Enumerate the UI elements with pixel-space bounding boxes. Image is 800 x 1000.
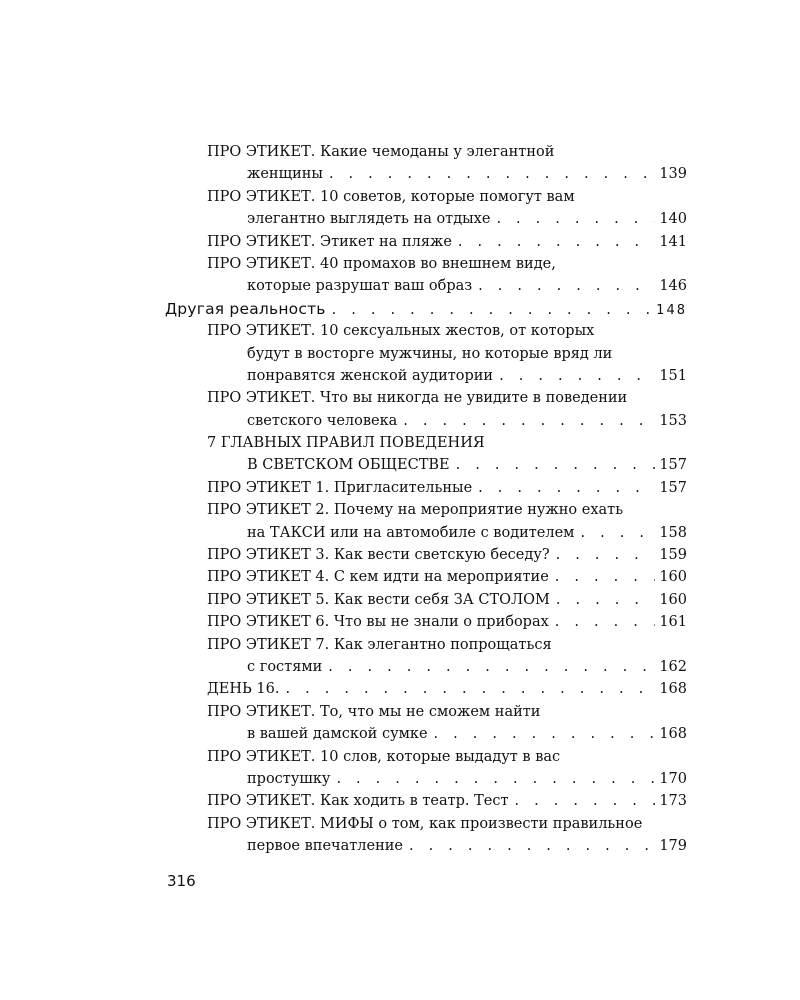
toc-line [165,746,687,768]
toc-line [165,723,687,745]
toc-line [165,656,687,678]
toc-entry-text: 7 ГЛАВНЫХ ПРАВИЛ ПОВЕДЕНИЯ [207,435,485,452]
toc-page-number: 139 [659,166,687,183]
toc-page-number: 140 [659,211,687,228]
dot-leader [409,835,655,857]
toc-entry-text: ПРО ЭТИКЕТ 4. С кем идти на мероприятие [207,569,549,586]
toc-line [165,365,687,387]
toc-page-number: 173 [659,793,687,810]
toc-entry-text: В СВЕТСКОМ ОБЩЕСТВЕ [247,457,450,474]
toc-page-number: 148 [656,302,687,318]
toc-entry-text: ПРО ЭТИКЕТ 5. Как вести себя ЗА СТОЛОМ [207,591,550,608]
dot-leader [580,522,655,544]
toc-page-number: 170 [659,770,687,787]
toc-entry-text: ПРО ЭТИКЕТ 2. Почему на мероприятие нужно ехать [207,502,624,519]
toc-page-number: 151 [659,367,687,384]
toc-line [165,387,687,409]
toc-line [165,186,687,208]
toc-line [165,231,687,253]
toc-page-number: 157 [659,457,687,474]
dot-leader [434,723,656,745]
toc-entry-text: ПРО ЭТИКЕТ 6. Что вы не знали о приборах [207,614,549,631]
toc-line [165,701,687,723]
toc-entry-text: ПРО ЭТИКЕТ. 10 слов, которые выдадут в вас [207,748,561,765]
toc-entry-text: женщины [247,166,323,183]
dot-leader [556,544,656,566]
dot-leader [478,477,655,499]
toc-entry-text: ПРО ЭТИКЕТ. Что вы никогда не увидите в поведении [207,390,628,407]
toc-line [165,477,687,499]
toc-page-number: 146 [659,278,687,295]
dot-leader [555,566,656,588]
toc-entry-text: ПРО ЭТИКЕТ 7. Как элегантно попрощаться [207,636,552,653]
dot-leader [328,656,655,678]
toc-line [165,208,687,230]
toc-page-number: 158 [659,524,687,541]
toc-entry-text: ПРО ЭТИКЕТ. 10 советов, которые помогут вам [207,188,575,205]
toc-line [165,768,687,790]
toc-page-number: 160 [659,591,687,608]
toc-page-number: 162 [659,658,687,675]
toc-line [165,410,687,432]
toc-section-line [165,298,687,320]
toc-entry-text: простушку [247,770,331,787]
toc-entry-text: с гостями [247,658,323,675]
dot-leader [556,589,655,611]
toc-page-number: 159 [659,547,687,564]
toc-page-number: 179 [659,838,687,855]
toc-line [165,343,687,365]
toc-line [165,163,687,185]
dot-leader [456,454,656,476]
toc-entry-text: которые разрушат ваш образ [247,278,473,295]
toc-entry-text: ПРО ЭТИКЕТ. То, что мы не сможем найти [207,703,541,720]
toc-entry-text: понравятся женской аудитории [247,367,494,384]
toc-entry-text: первое впечатление [247,838,403,855]
toc-line [165,634,687,656]
toc-section-title: Другая реальность [165,299,326,318]
toc-line [165,611,687,633]
toc-line [165,499,687,521]
toc-line [165,678,687,700]
toc-entry-text: элегантно выглядеть на отдыхе [247,211,491,228]
toc-entry-text: на ТАКСИ или на автомобиле с водителем [247,524,575,541]
toc-page-number: 153 [659,412,687,429]
toc-page-number: 161 [659,614,687,631]
dot-leader [555,611,656,633]
toc-line [165,432,687,454]
toc-line [165,790,687,812]
dot-leader [285,678,655,700]
dot-leader [515,790,656,812]
toc-page-number: 141 [659,233,687,250]
toc-entry-text: ПРО ЭТИКЕТ 3. Как вести светскую беседу? [207,547,550,564]
dot-leader [478,275,655,297]
toc-line [165,253,687,275]
toc-line [165,835,687,857]
toc-entry-text: ПРО ЭТИКЕТ. МИФЫ о том, как произвести правильное [207,815,643,832]
toc-entry-text: ПРО ЭТИКЕТ 1. Пригласительные [207,479,473,496]
toc-line [165,141,687,163]
toc-line [165,589,687,611]
toc-line [165,544,687,566]
toc-entry-text: ПРО ЭТИКЕТ. Какие чемоданы у элегантной [207,144,555,160]
toc-entry-text: будут в восторге мужчины, но которые вряд ли [247,345,613,362]
dot-leader [332,299,653,320]
dot-leader [336,768,655,790]
table-of-contents [165,141,687,858]
toc-entry-text: ДЕНЬ 16. [207,681,280,698]
toc-line [165,813,687,835]
toc-line [165,275,687,297]
toc-line [165,454,687,476]
toc-line [165,522,687,544]
toc-page-number: 160 [659,569,687,586]
toc-page-number: 168 [659,681,687,698]
dot-leader [329,163,655,185]
dot-leader [403,410,655,432]
dot-leader [458,231,655,253]
toc-page-number: 168 [659,726,687,743]
toc-line [165,320,687,342]
toc-entry-text: ПРО ЭТИКЕТ. 40 промахов во внешнем виде, [207,255,556,272]
page-number: 316 [167,872,196,890]
toc-entry-text: ПРО ЭТИКЕТ. Этикет на пляже [207,233,452,250]
dot-leader [496,208,655,230]
toc-entry-text: светского человека [247,412,398,429]
dot-leader [499,365,655,387]
toc-line [165,566,687,588]
toc-entry-text: в вашей дамской сумке [247,726,428,743]
toc-entry-text: ПРО ЭТИКЕТ. Как ходить в театр. Тест [207,793,509,810]
toc-page-number: 157 [659,479,687,496]
toc-entry-text: ПРО ЭТИКЕТ. 10 сексуальных жестов, от которых [207,323,595,340]
